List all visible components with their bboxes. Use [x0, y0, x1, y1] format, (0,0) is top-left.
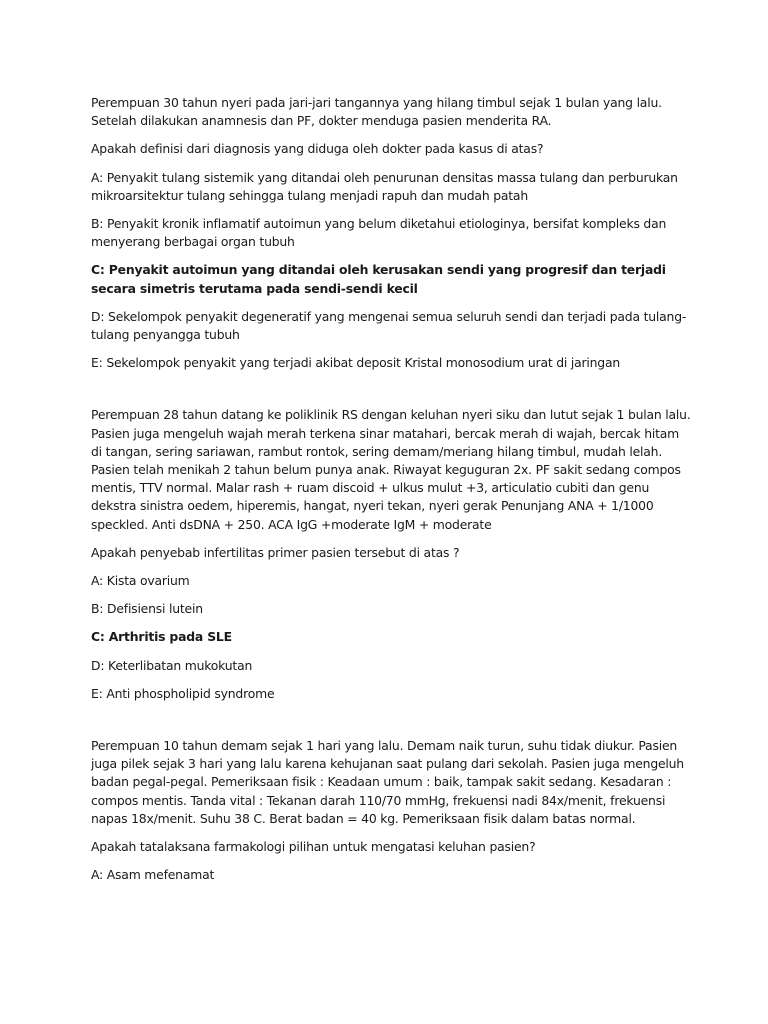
option-c-answer: C: Penyakit autoimun yang ditandai oleh kerusakan sendi yang progresif dan terjadi secara simetris terutama pada sendi-sendi kecil [91, 262, 666, 296]
question-prompt: Apakah definisi dari diagnosis yang diduga oleh dokter pada kasus di atas? [91, 141, 544, 157]
option-a: A: Penyakit tulang sistemik yang ditandai oleh penurunan densitas massa tulang dan perburukan mikroarsitektur tulang sehingga tulang menjadi rapuh dan mudah patah [91, 169, 678, 203]
option-a: A: Asam mefenamat [91, 867, 215, 883]
question-stem: Perempuan 10 tahun demam sejak 1 hari yang lalu. Demam naik turun, suhu tidak diukur. Pasien juga pilek sejak 3 hari yang lalu karena kehujanan saat pulang dari sekolah. Pasien juga mengeluh badan pegal-pegal. Pemeriksaan fisik : Keadaan umum : baik, tampak sakit sedang. Kesadaran : compos mentis. Tanda vital : Tekanan darah 110/70 mmHg, frekuensi nadi 84x/menit, frekuensi napas 18x/menit. Suhu 38 C. Berat badan = 40 kg. Pemeriksaan fisik dalam batas normal. [91, 738, 684, 826]
question-prompt: Apakah penyebab infertilitas primer pasien tersebut di atas ? [91, 544, 460, 560]
option-d: D: Keterlibatan mukokutan [91, 657, 253, 673]
question-stem: Perempuan 30 tahun nyeri pada jari-jari tangannya yang hilang timbul sejak 1 bulan yang lalu. Setelah dilakukan anamnesis dan PF, dokter menduga pasien menderita RA. [91, 95, 662, 129]
question-3 [91, 737, 691, 884]
option-e: E: Anti phospholipid syndrome [91, 685, 275, 701]
question-2 [91, 406, 691, 703]
option-d: D: Sekelompok penyakit degeneratif yang mengenai semua seluruh sendi dan terjadi pada tulang-tulang penyangga tubuh [91, 308, 687, 343]
question-1 [91, 94, 691, 372]
question-prompt: Apakah tatalaksana farmakologi pilihan untuk mengatasi keluhan pasien? [91, 839, 536, 855]
option-b: B: Penyakit kronik inflamatif autoimun yang belum diketahui etiologinya, bersifat kompleks dan menyerang berbagai organ tubuh [91, 216, 667, 250]
document-page [91, 94, 691, 885]
option-a: A: Kista ovarium [91, 573, 190, 589]
option-e: E: Sekelompok penyakit yang terjadi akibat deposit Kristal monosodium urat di jaringan [91, 355, 621, 371]
question-stem: Perempuan 28 tahun datang ke poliklinik RS dengan keluhan nyeri siku dan lutut sejak 1 bulan lalu. Pasien juga mengeluh wajah merah terkena sinar matahari, bercak merah di wajah, bercak hitam di tangan, sering sariawan, rambut rontok, sering demam/meriang hilang timbul, mudah lelah. Pasien telah menikah 2 tahun belum punya anak. Riwayat keguguran 2x. PF sakit sedang compos mentis, TTV normal. Malar rash + ruam discoid + ulkus mulut +3, articulatio cubiti dan genu dekstra sinistra oedem, hiperemis, hangat, nyeri tekan, nyeri gerak Penunjang ANA + 1/1000 speckled. Anti dsDNA + 250. ACA IgG +moderate IgM + moderate [91, 407, 691, 532]
option-c-answer: C: Arthritis pada SLE [91, 629, 232, 645]
option-b: B: Defisiensi lutein [91, 601, 203, 617]
